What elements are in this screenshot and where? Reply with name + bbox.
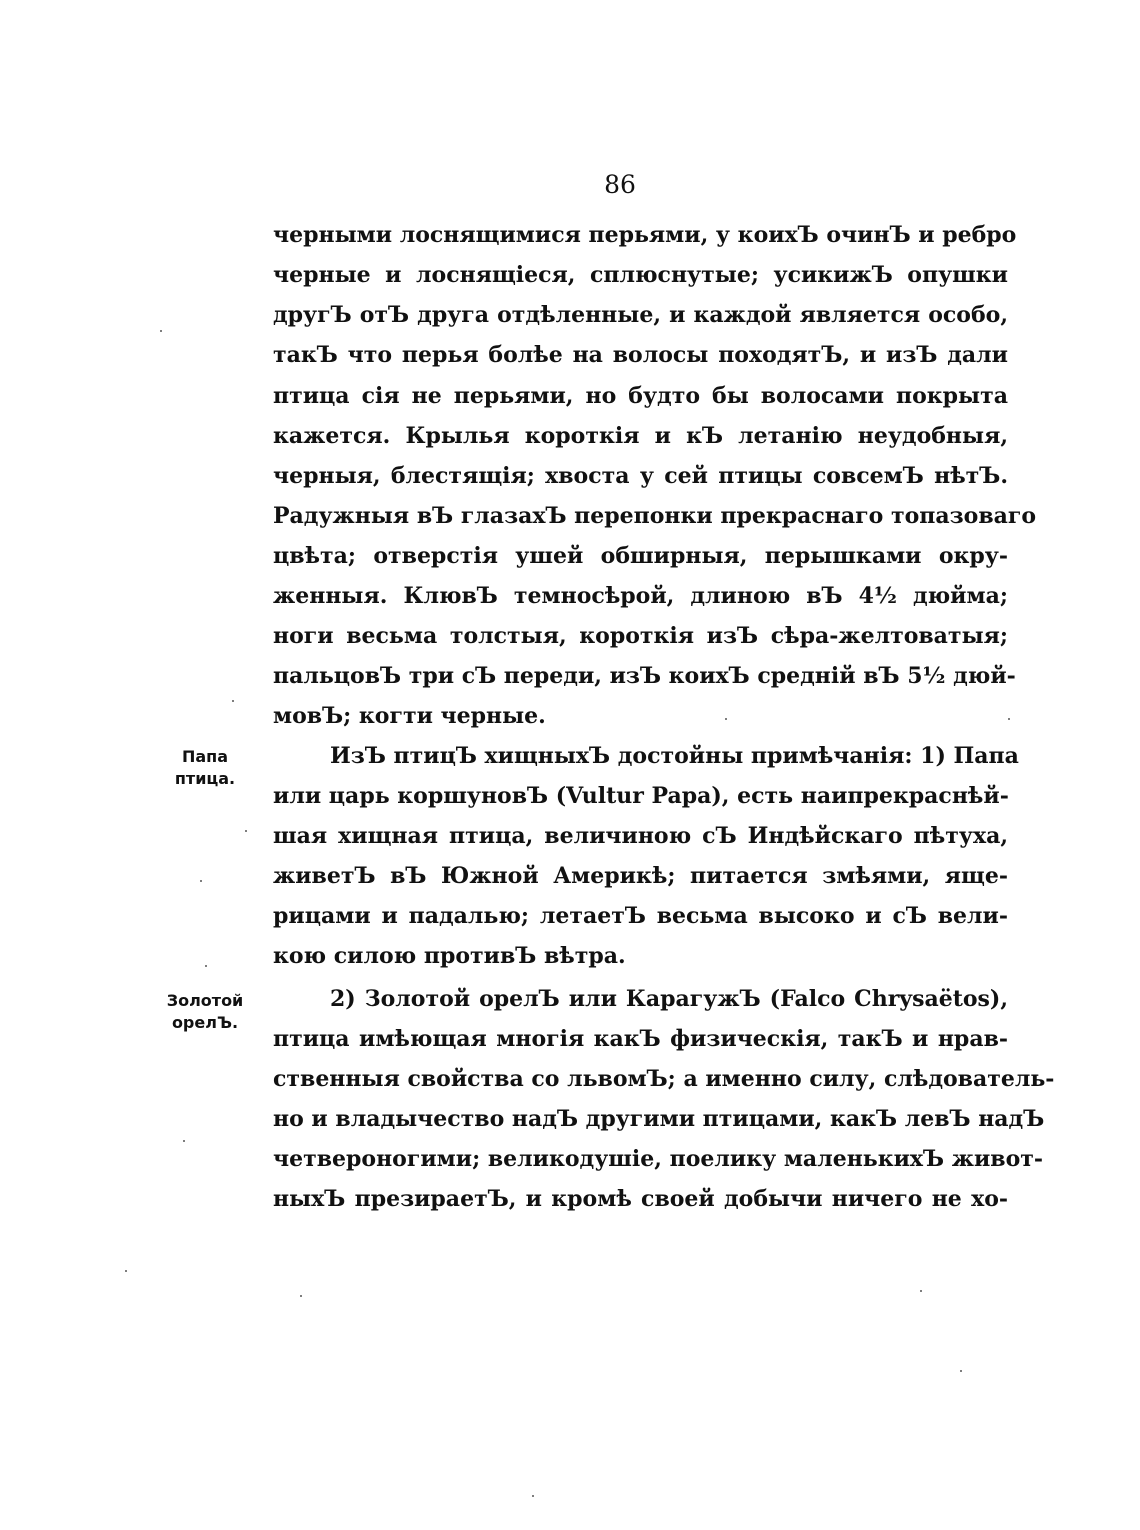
margin-note-papa <box>150 746 260 790</box>
text-line: ныхЪ презираетЪ, и кромѣ своей добычи ничего не хо- <box>273 1186 1008 1212</box>
text-line: ственныя свойства со львомЪ; а именно силу, слѣдователь- <box>273 1066 1055 1092</box>
text-line: кажется. Крылья короткія и кЪ летанію неудобныя, <box>273 423 1008 449</box>
scan-speck <box>245 830 247 832</box>
text-line: четвероногими; великодушіе, поелику маленькихЪ живот- <box>273 1146 1044 1172</box>
text-line: или царь коршуновЪ (Vultur Papa), есть наипрекраснѣй- <box>273 783 1009 809</box>
margin-note-line: орелЪ. <box>171 1013 239 1032</box>
scan-speck <box>1008 718 1010 720</box>
text-line: такЪ что перья болѣе на волосы походятЪ, и изЪ дали <box>273 342 1008 368</box>
scan-speck <box>300 1295 302 1297</box>
text-line: шая хищная птица, величиною сЪ Индѣйскаго пѣтуха, <box>273 823 1008 849</box>
scan-speck <box>232 700 234 702</box>
text-line: ИзЪ птицЪ хищныхЪ достойны примѣчанія: 1) Папа <box>330 743 1019 769</box>
margin-note-line: Золотой <box>166 991 244 1010</box>
text-line: черными лоснящимися перьями, у коихЪ очинЪ и ребро <box>273 222 1017 248</box>
text-line: пальцовЪ три сЪ переди, изЪ коихЪ средній вЪ 5½ дюй- <box>273 663 1016 689</box>
text-line: черные и лоснящіеся, сплюснутые; усикижЪ опушки <box>273 262 1008 288</box>
scan-speck <box>125 1270 127 1272</box>
text-line: рицами и падалью; летаетЪ весьма высоко и сЪ вели- <box>273 903 1008 929</box>
scan-speck <box>532 1495 534 1497</box>
margin-note-line: птица. <box>174 769 236 788</box>
text-line: женныя. КлювЪ темносѣрой, длиною вЪ 4½ дюйма; <box>273 583 1008 609</box>
margin-note-golden-eagle <box>150 990 260 1034</box>
scan-speck <box>160 330 162 332</box>
text-line: но и владычество надЪ другими птицами, какЪ левЪ надЪ <box>273 1106 1045 1132</box>
scan-speck <box>725 718 727 720</box>
text-line: черныя, блестящія; хвоста у сей птицы совсемЪ нѣтЪ. <box>273 463 1008 489</box>
text-line: цвѣта; отверстія ушей обширныя, перышками окру- <box>273 543 1008 569</box>
text-line: птица имѣющая многія какЪ физическія, такЪ и нрав- <box>273 1026 1008 1052</box>
text-line: птица сія не перьями, но будто бы волосами покрыта <box>273 383 1008 409</box>
text-line: живетЪ вЪ Южной Америкѣ; питается змѣями, яще- <box>273 863 1008 889</box>
margin-note-line: Папа <box>181 747 229 766</box>
text-line: Радужныя вЪ глазахЪ перепонки прекраснаго топазоваго <box>273 503 1037 529</box>
text-line: другЪ отЪ друга отдѣленные, и каждой является особо, <box>273 302 1008 328</box>
page-number: 86 <box>604 170 636 199</box>
scan-speck <box>920 1290 922 1292</box>
text-line: 2) Золотой орелЪ или КарагужЪ (Falco Chrysaëtos), <box>330 986 1008 1012</box>
scan-speck <box>960 1370 962 1372</box>
text-line: ноги весьма толстыя, короткія изЪ сѣра-желтоватыя; <box>273 623 1008 649</box>
text-line: мовЪ; когти черные. <box>273 703 546 729</box>
scan-speck <box>205 965 207 967</box>
scan-speck <box>200 880 202 882</box>
scan-speck <box>183 1140 185 1142</box>
text-line: кою силою противЪ вѣтра. <box>273 943 626 969</box>
